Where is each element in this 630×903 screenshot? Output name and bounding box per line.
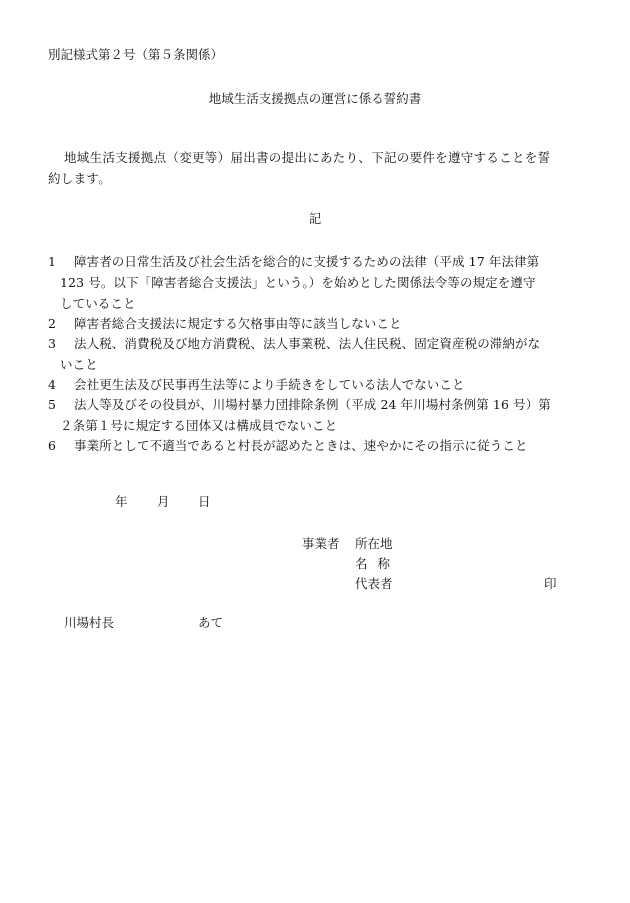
address-label: 所在地 (355, 536, 393, 551)
item-line: 法人等及びその役員が、川場村暴力団排除条例（平成 24 年川場村条例第 16 号）第 (74, 397, 551, 412)
ki-heading: 記 (308, 211, 322, 226)
recipient-attn: あて (198, 615, 224, 630)
item-line: いこと (60, 357, 98, 372)
item-line: 障害者総合支援法に規定する欠格事由等に該当しないこと (74, 316, 402, 331)
item-number: 4 (48, 377, 56, 392)
item-number: 5 (48, 397, 56, 412)
applicant-label: 事業者 (302, 536, 340, 551)
item-number: 3 (48, 336, 56, 351)
item-number: 6 (48, 438, 56, 453)
document-title: 地域生活支援拠点の運営に係る誓約書 (208, 91, 422, 106)
item-number: 1 (48, 254, 56, 269)
item-line: 123 号。以下「障害者総合支援法」という。）を始めとした関係法令等の規定を遵守 (60, 275, 536, 290)
name-label: 名称 (355, 556, 401, 571)
intro-text-line-1: 地域生活支援拠点（変更等）届出書の提出にあたり、下記の要件を遵守することを誓 (64, 150, 551, 165)
representative-label: 代表者 (355, 576, 393, 591)
item-number: 2 (48, 316, 56, 331)
date-day-label: 日 (198, 494, 211, 509)
item-line: 法人税、消費税及び地方消費税、法人事業税、法人住民税、固定資産税の滞納がな (74, 336, 541, 351)
item-line: していること (60, 296, 136, 311)
date-month-label: 月 (157, 494, 170, 509)
item-line: 障害者の日常生活及び社会生活を総合的に支援するための法律（平成 17 年法律第 (74, 254, 540, 269)
item-line: ２条第１号に規定する団体又は構成員でないこと (60, 418, 338, 433)
intro-text-line-2: 約します。 (48, 171, 112, 186)
item-line: 事業所として不適当であると村長が認めたときは、速やかにその指示に従うこと (74, 438, 528, 453)
seal-mark: 印 (544, 576, 557, 591)
form-number: 別記様式第２号（第５条関係） (48, 47, 224, 62)
recipient-name: 川場村長 (64, 615, 115, 630)
item-line: 会社更生法及び民事再生法等により手続きをしている法人でないこと (74, 377, 465, 392)
date-year-label: 年 (115, 494, 128, 509)
